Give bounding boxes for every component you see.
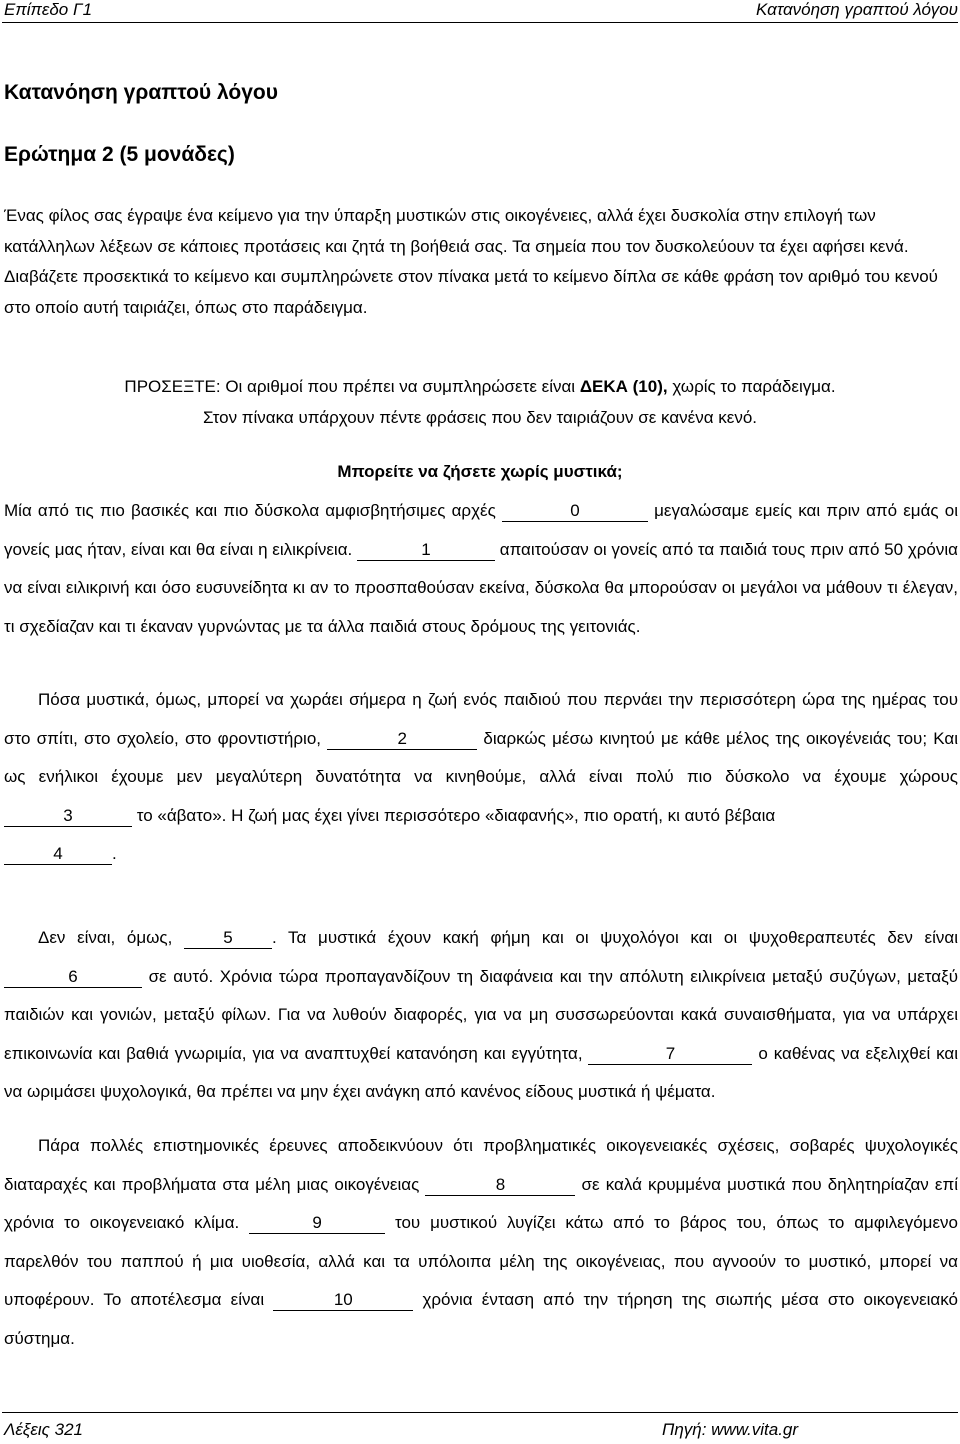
paragraph-4-part-a: Πάρα πολλές επιστημονικές έρευνες αποδεικνύουν ότι προβληματικές οικογενειακές σχέσεις, σοβαρές ψυχολογικές διαταραχές και προβλήματα στα μέλη μιας οικογένειας [4,1136,958,1194]
blank-10: 10 [273,1290,413,1311]
attention-note-count: ΔΕΚΑ (10), [579,377,668,396]
paragraph-2-part-b: διαρκώς μέσω κινητού με κάθε μέλος της οικογένειάς του; Και ως ενήλικοι έχουμε μεν μεγαλύτερη δυνατότητα να κινηθούμε, αλλά είναι πολύ πιο δύσκολο να έχουμε χώρους [4,728,958,787]
footer-divider [2,1412,958,1413]
word-count: Λέξεις 321 [4,1420,84,1439]
blank-6: 6 [4,967,142,988]
paragraph-3-part-a: Δεν είναι, όμως, [38,928,184,947]
blank-4: 4 [4,844,112,865]
header-divider [2,22,958,23]
paragraph-3-part-b: . Τα μυστικά έχουν κακή φήμη και οι ψυχολόγοι και οι ψυχοθεραπευτές δεν είναι [271,928,959,947]
page-footer [0,1420,960,1442]
attention-note-extra: Στον πίνακα υπάρχουν πέντε φράσεις που δεν ταιριάζουν σε κανένα κενό. [202,408,758,427]
paragraph-4 [4,1127,958,1359]
attention-note-prefix: ΠΡΟΣΕΞΤΕ: Οι αριθμοί που πρέπει να συμπληρώσετε είναι [124,377,580,396]
blank-1: 1 [357,540,495,561]
paragraph-1-part-b: μεγαλώσαμε εμείς και πριν από εμάς οι γονείς μας ήταν, είναι και θα είναι η ειλικρίνεια. [4,501,958,559]
paragraph-2-part-c: το «άβατο». Η ζωή μας έχει γίνει περισσότερο «διαφανής», πιο ορατή, κι αυτό βέβαια [132,805,776,825]
paragraph-4-part-d: χρόνια ένταση από την τήρηση της σιωπής μέσα στο οικογενειακό σύστημα. [4,1290,958,1348]
blank-9: 9 [249,1213,385,1234]
header-section: Κατανόηση γραπτού λόγου [756,0,958,19]
question-heading: Ερώτημα 2 (5 μονάδες) [4,143,235,166]
blank-5: 5 [184,928,272,949]
paragraph-3 [4,919,958,1112]
header-level: Επίπεδο Γ1 [4,0,93,19]
blank-8: 8 [425,1175,575,1196]
paragraph-2 [4,681,958,874]
attention-note-suffix: χωρίς το παράδειγμα. [667,377,836,396]
source-credit: Πηγή: www.vita.gr [662,1420,799,1439]
paragraph-1-part-c: απαιτούσαν οι γονείς από τα παιδιά τους πριν από 50 χρόνια να είναι ειλικρινή και όσο ευσυνείδητα κι αν το προσπαθούσαν εκείνα, δύσκολα θα μπορούσαν οι μεγάλοι να μάθουν τι έλεγαν, τι σχεδίαζαν και τι έκαναν γυρνώντας με τα άλλα παιδιά στους δρόμους της γειτονιάς. [4,539,958,636]
instructions: Ένας φίλος σας έγραψε ένα κείμενο για την ύπαρξη μυστικών στις οικογένειες, αλλά έχει δυσκολία στην επιλογή των κατάλληλων λέξεων σε κάποιες προτάσεις και ζητά τη βοήθειά σας. Τα σημεία που τον δυσκολεύουν τα έχει αφήσει κενά. Διαβάζετε προσεκτικά το κείμενο και συμπληρώνετε στον πίνακα μετά το κείμενο δίπλα σε κάθε φράση τον αριθμό του κενού στο οποίο αυτή ταιριάζει, όπως στο παράδειγμα. [4,206,938,317]
paragraph-3-part-d: ο καθένας να εξελιχθεί και να ωριμάσει ψυχολογικά, θα πρέπει να μην έχει ανάγκη από κανένος είδους μυστικά ή ψέματα. [4,1043,959,1102]
section-title: Κατανόηση γραπτού λόγου [4,81,278,104]
blank-0: 0 [502,501,648,522]
attention-note [0,375,960,399]
blank-3: 3 [4,806,132,827]
text-title: Μπορείτε να ζήσετε χωρίς μυστικά; [337,462,623,481]
paragraph-1 [4,492,958,646]
paragraph-1-part-a: Μία από τις πιο βασικές και πιο δύσκολα αμφισβητήσιμες αρχές [4,501,502,520]
paragraph-2-part-a: Πόσα μυστικά, όμως, μπορεί να χωράει σήμερα η ζωή ενός παιδιού που περνάει την περισσότερη ώρα της ημέρας του στο σπίτι, στο σχολείο, στο φροντιστήριο, [4,690,958,748]
blank-2: 2 [327,729,477,750]
paragraph-4-part-b: σε καλά κρυμμένα μυστικά που δηλητηρίαζαν επί χρόνια το οικογενειακό κλίμα. [4,1174,958,1233]
paragraph-3-part-c: σε αυτό. Χρόνια τώρα προπαγανδίζουν τη διαφάνεια και την απόλυτη ειλικρίνεια μεταξύ συζύγων, μεταξύ παιδιών και γονιών, μεταξύ φίλων. Για να λυθούν διαφορές, για να μη συσσωρεύονται κακά συναισθήματα, για να υπάρχει επικοινωνία και βαθιά γνωριμία, για να αναπτυχθεί κατανόηση και εγγύτητα, [4,966,958,1063]
page-header [0,0,960,22]
paragraph-4-part-c: του μυστικού λυγίζει κάτω από το βάρος του, όπως το αμφιλεγόμενο παρελθόν του παππού ή μια υιοθεσία, αλλά και τα υπόλοιπα μέλη της οικογένειας, που αγνοούν το μυστικό, μπορεί να υποφέρουν. Το αποτέλεσμα είναι [4,1213,958,1310]
paragraph-2-part-d: . [112,844,117,864]
blank-7: 7 [588,1044,752,1065]
